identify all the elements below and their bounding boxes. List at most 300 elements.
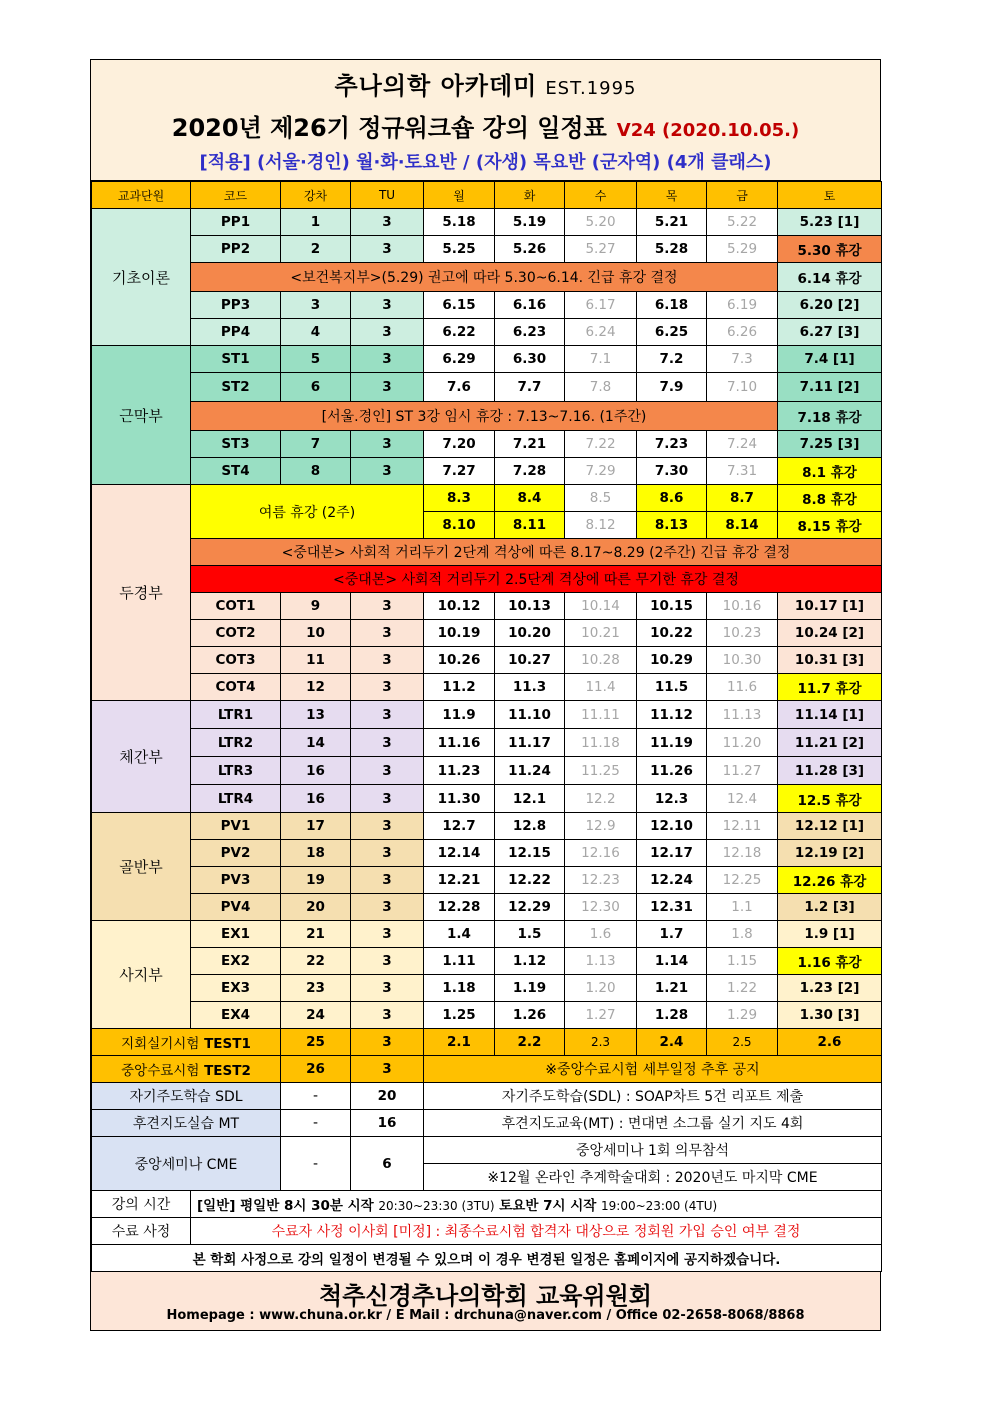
date-cell: 11.17 xyxy=(495,729,565,757)
date-cell: 8.13 xyxy=(637,512,707,539)
mt-desc: 후견지도교육(MT) : 면대면 소그룹 실기 지도 4회 xyxy=(424,1110,882,1137)
date-cell: 1.1 xyxy=(707,894,778,921)
footer xyxy=(91,1272,880,1330)
date-cell: 10.30 xyxy=(707,647,778,674)
date-cell: 6.15 xyxy=(424,292,495,319)
table-row xyxy=(92,1083,882,1110)
lecture-no-cell: 17 xyxy=(281,813,351,840)
table-row xyxy=(92,867,882,894)
table-row xyxy=(92,485,882,512)
date-cell: 5.21 xyxy=(637,209,707,236)
date-cell: 11.20 xyxy=(707,729,778,757)
date-cell: 12.16 xyxy=(565,840,637,867)
date-cell: 6.23 xyxy=(495,319,565,346)
saturday-cell: 2.6 xyxy=(778,1029,882,1056)
lecture-time-value xyxy=(191,1191,882,1218)
schedule-table xyxy=(91,181,882,1272)
date-cell: 12.9 xyxy=(565,813,637,840)
date-cell: 1.25 xyxy=(424,1002,495,1029)
date-cell: 1.4 xyxy=(424,921,495,948)
table-row xyxy=(92,236,882,263)
completion-text: 최종수료시험 합격자 대상으로 정회원 가입 승인 여부 결정 xyxy=(444,1224,801,1240)
lecture-no-cell: - xyxy=(281,1137,351,1191)
saturday-cell: 8.8 휴강 xyxy=(778,485,882,512)
tu-cell: 3 xyxy=(351,975,424,1002)
mt-label: 후견지도실습 MT xyxy=(92,1110,281,1137)
saturday-cell: 7.25 [3] xyxy=(778,431,882,458)
date-cell: 12.1 xyxy=(495,785,565,813)
date-cell: 10.19 xyxy=(424,620,495,647)
saturday-cell: 6.14 휴강 xyxy=(778,263,882,292)
saturday-cell: 11.21 [2] xyxy=(778,729,882,757)
header xyxy=(91,60,880,181)
date-cell: 7.30 xyxy=(637,458,707,485)
tu-cell: 3 xyxy=(351,346,424,373)
date-cell: 1.28 xyxy=(637,1002,707,1029)
lecture-no-cell: 9 xyxy=(281,593,351,620)
date-cell: 7.20 xyxy=(424,431,495,458)
saturday-cell: 10.31 [3] xyxy=(778,647,882,674)
tu-cell: 3 xyxy=(351,1002,424,1029)
tu-cell: 3 xyxy=(351,458,424,485)
date-cell: 6.24 xyxy=(565,319,637,346)
table-row xyxy=(92,263,882,292)
lecture-no-cell: 7 xyxy=(281,431,351,458)
date-cell: 11.3 xyxy=(495,674,565,701)
tu-cell: 3 xyxy=(351,236,424,263)
completion-value xyxy=(191,1218,882,1245)
lecture-no-cell: 25 xyxy=(281,1029,351,1056)
tu-cell: 3 xyxy=(351,620,424,647)
lecture-no-cell: 26 xyxy=(281,1056,351,1083)
date-cell: 12.2 xyxy=(565,785,637,813)
table-row xyxy=(92,458,882,485)
table-row xyxy=(92,620,882,647)
date-cell: 10.29 xyxy=(637,647,707,674)
date-cell: 5.25 xyxy=(424,236,495,263)
tu-cell: 3 xyxy=(351,647,424,674)
date-cell: 7.23 xyxy=(637,431,707,458)
date-cell: 11.12 xyxy=(637,701,707,729)
date-cell: 10.28 xyxy=(565,647,637,674)
saturday-cell: 11.7 휴강 xyxy=(778,674,882,701)
test2-name: 중앙수료시험 xyxy=(121,1063,200,1079)
lecture-no-cell: 4 xyxy=(281,319,351,346)
table-row xyxy=(92,729,882,757)
date-cell: 1.20 xyxy=(565,975,637,1002)
date-cell: 6.25 xyxy=(637,319,707,346)
column-header: TU xyxy=(351,182,424,209)
date-cell: 11.16 xyxy=(424,729,495,757)
saturday-cell: 6.20 [2] xyxy=(778,292,882,319)
column-header: 금 xyxy=(707,182,778,209)
tu-cell: 20 xyxy=(351,1083,424,1110)
date-cell: 5.29 xyxy=(707,236,778,263)
date-cell: 10.23 xyxy=(707,620,778,647)
date-cell: 7.9 xyxy=(637,373,707,402)
table-row xyxy=(92,1110,882,1137)
date-cell: 10.15 xyxy=(637,593,707,620)
date-cell: 6.19 xyxy=(707,292,778,319)
table-row xyxy=(92,701,882,729)
code-cell: ST1 xyxy=(191,346,281,373)
table-row xyxy=(92,674,882,701)
test2-note: ※중앙수료시험 세부일정 추후 공지 xyxy=(424,1056,882,1083)
table-row xyxy=(92,975,882,1002)
date-cell: 8.5 xyxy=(565,485,637,512)
change-notice: 본 학회 사정으로 강의 일정이 변경될 수 있으며 이 경우 변경된 일정은 홈페이지에 공지하겠습니다. xyxy=(92,1245,882,1272)
date-cell: 7.22 xyxy=(565,431,637,458)
apply-classes: [적용] (서울·경인) 월·화·토요반 / (자생) 목요반 (군자역) (4개 클래스) xyxy=(199,152,772,173)
date-cell: 11.9 xyxy=(424,701,495,729)
date-cell: 11.23 xyxy=(424,757,495,785)
date-cell: 7.10 xyxy=(707,373,778,402)
date-cell: 10.12 xyxy=(424,593,495,620)
saturday-cell: 7.11 [2] xyxy=(778,373,882,402)
date-cell: 7.21 xyxy=(495,431,565,458)
table-row xyxy=(92,1137,882,1164)
group-label: 기초이론 xyxy=(92,209,191,346)
code-cell: COT2 xyxy=(191,620,281,647)
table-row xyxy=(92,1191,882,1218)
date-cell: 7.6 xyxy=(424,373,495,402)
footer-contact: Homepage : www.chuna.or.kr / E Mail : drchuna@naver.com / Office 02-2658-8068/8868 xyxy=(166,1308,805,1323)
date-cell: 1.14 xyxy=(637,948,707,975)
date-cell: 12.21 xyxy=(424,867,495,894)
date-cell: 2.2 xyxy=(495,1029,565,1056)
date-cell: 1.29 xyxy=(707,1002,778,1029)
saturday-cell: 8.15 휴강 xyxy=(778,512,882,539)
table-row xyxy=(92,894,882,921)
lecture-time-weekday: [일반] 평일반 8시 30분 시작 xyxy=(197,1198,374,1214)
code-cell: LTR1 xyxy=(191,701,281,729)
date-cell: 11.2 xyxy=(424,674,495,701)
column-header: 월 xyxy=(424,182,495,209)
date-cell: 1.18 xyxy=(424,975,495,1002)
saturday-cell: 1.30 [3] xyxy=(778,1002,882,1029)
table-row xyxy=(92,319,882,346)
date-cell: 7.31 xyxy=(707,458,778,485)
code-cell: ST2 xyxy=(191,373,281,402)
saturday-cell: 10.17 [1] xyxy=(778,593,882,620)
date-cell: 11.10 xyxy=(495,701,565,729)
code-cell: PV3 xyxy=(191,867,281,894)
code-cell: PP1 xyxy=(191,209,281,236)
version-label: V24 (2020.10.05.) xyxy=(616,120,800,141)
date-cell: 6.16 xyxy=(495,292,565,319)
date-cell: 8.6 xyxy=(637,485,707,512)
date-cell: 11.5 xyxy=(637,674,707,701)
date-cell: 1.12 xyxy=(495,948,565,975)
date-cell: 1.19 xyxy=(495,975,565,1002)
tu-cell: 3 xyxy=(351,867,424,894)
tu-cell: 3 xyxy=(351,757,424,785)
table-row xyxy=(92,921,882,948)
lecture-no-cell: 1 xyxy=(281,209,351,236)
date-cell: 10.26 xyxy=(424,647,495,674)
date-cell: 12.3 xyxy=(637,785,707,813)
date-cell: 5.27 xyxy=(565,236,637,263)
completion-label: 수료 사정 xyxy=(92,1218,191,1245)
academy-name: 추나의학 아카데미 xyxy=(334,72,538,100)
table-row xyxy=(92,948,882,975)
column-header: 화 xyxy=(495,182,565,209)
code-cell: EX2 xyxy=(191,948,281,975)
test1-name: 지회실기시험 xyxy=(121,1036,200,1052)
date-cell: 5.18 xyxy=(424,209,495,236)
date-cell: 11.26 xyxy=(637,757,707,785)
academy-title xyxy=(91,66,880,101)
table-row xyxy=(92,1002,882,1029)
code-cell: PV1 xyxy=(191,813,281,840)
date-cell: 6.30 xyxy=(495,346,565,373)
table-row xyxy=(92,346,882,373)
group-label: 골반부 xyxy=(92,813,191,921)
date-cell: 1.5 xyxy=(495,921,565,948)
date-cell: 12.15 xyxy=(495,840,565,867)
table-row xyxy=(92,431,882,458)
lecture-no-cell: 11 xyxy=(281,647,351,674)
code-cell: PV2 xyxy=(191,840,281,867)
table-row xyxy=(92,402,882,431)
lecture-no-cell: 6 xyxy=(281,373,351,402)
tu-cell: 3 xyxy=(351,674,424,701)
date-cell: 8.10 xyxy=(424,512,495,539)
date-cell: 11.24 xyxy=(495,757,565,785)
tu-cell: 3 xyxy=(351,813,424,840)
lecture-no-cell: 19 xyxy=(281,867,351,894)
tu-cell: 3 xyxy=(351,1056,424,1083)
tu-cell: 3 xyxy=(351,1029,424,1056)
date-cell: 1.27 xyxy=(565,1002,637,1029)
tu-cell: 3 xyxy=(351,319,424,346)
date-cell: 5.20 xyxy=(565,209,637,236)
date-cell: 5.19 xyxy=(495,209,565,236)
date-cell: 7.29 xyxy=(565,458,637,485)
saturday-cell: 12.12 [1] xyxy=(778,813,882,840)
date-cell: 12.30 xyxy=(565,894,637,921)
saturday-cell: 11.14 [1] xyxy=(778,701,882,729)
sdl-label: 자기주도학습 SDL xyxy=(92,1083,281,1110)
code-cell: ST3 xyxy=(191,431,281,458)
date-cell: 6.29 xyxy=(424,346,495,373)
code-cell: PP2 xyxy=(191,236,281,263)
lecture-no-cell: - xyxy=(281,1083,351,1110)
date-cell: 1.22 xyxy=(707,975,778,1002)
table-row xyxy=(92,292,882,319)
table-row xyxy=(92,566,882,593)
schedule-title xyxy=(91,108,880,143)
tu-cell: 3 xyxy=(351,593,424,620)
lecture-no-cell: 20 xyxy=(281,894,351,921)
date-cell: 1.8 xyxy=(707,921,778,948)
date-cell: 12.10 xyxy=(637,813,707,840)
date-cell: 12.23 xyxy=(565,867,637,894)
date-cell: 10.21 xyxy=(565,620,637,647)
date-cell: 7.28 xyxy=(495,458,565,485)
date-cell: 6.17 xyxy=(565,292,637,319)
lecture-no-cell: 16 xyxy=(281,785,351,813)
group-label: 체간부 xyxy=(92,701,191,813)
lecture-no-cell: 12 xyxy=(281,674,351,701)
table-row xyxy=(92,209,882,236)
column-header: 수 xyxy=(565,182,637,209)
group-label: 근막부 xyxy=(92,346,191,485)
code-cell: PP3 xyxy=(191,292,281,319)
saturday-cell: 1.23 [2] xyxy=(778,975,882,1002)
closure-notice: <보건복지부>(5.29) 권고에 따라 5.30~6.14. 긴급 휴강 결정 xyxy=(191,263,778,292)
tu-cell: 3 xyxy=(351,373,424,402)
date-cell: 2.5 xyxy=(707,1029,778,1056)
saturday-cell: 10.24 [2] xyxy=(778,620,882,647)
date-cell: 11.4 xyxy=(565,674,637,701)
lecture-no-cell: 8 xyxy=(281,458,351,485)
date-cell: 6.26 xyxy=(707,319,778,346)
saturday-cell: 7.4 [1] xyxy=(778,346,882,373)
table-row xyxy=(92,785,882,813)
date-cell: 6.22 xyxy=(424,319,495,346)
date-cell: 11.19 xyxy=(637,729,707,757)
date-cell: 1.21 xyxy=(637,975,707,1002)
lecture-no-cell: 24 xyxy=(281,1002,351,1029)
table-row xyxy=(92,539,882,566)
saturday-cell: 5.30 휴강 xyxy=(778,236,882,263)
code-cell: COT4 xyxy=(191,674,281,701)
group-label: 사지부 xyxy=(92,921,191,1029)
date-cell: 12.25 xyxy=(707,867,778,894)
tu-cell: 16 xyxy=(351,1110,424,1137)
group-label: 두경부 xyxy=(92,485,191,701)
saturday-cell: 1.16 휴강 xyxy=(778,948,882,975)
closure-notice: <중대본> 사회적 거리두기 2단계 격상에 따른 8.17~8.29 (2주간) 긴급 휴강 결정 xyxy=(191,539,882,566)
lecture-no-cell: 3 xyxy=(281,292,351,319)
lecture-no-cell: 21 xyxy=(281,921,351,948)
tu-cell: 3 xyxy=(351,729,424,757)
column-header-row xyxy=(92,182,882,209)
code-cell: EX4 xyxy=(191,1002,281,1029)
date-cell: 8.11 xyxy=(495,512,565,539)
cme-desc: 중앙세미나 1회 의무참석 xyxy=(424,1137,882,1164)
code-cell: PV4 xyxy=(191,894,281,921)
closure-notice: <중대본> 사회적 거리두기 2.5단계 격상에 따른 무기한 휴강 결정 xyxy=(191,566,882,593)
lecture-no-cell: 10 xyxy=(281,620,351,647)
date-cell: 1.6 xyxy=(565,921,637,948)
tu-cell: 3 xyxy=(351,785,424,813)
date-cell: 12.11 xyxy=(707,813,778,840)
date-cell: 10.22 xyxy=(637,620,707,647)
closure-notice: [서울.경인] ST 3강 임시 휴강 : 7.13~7.16. (1주간) xyxy=(191,402,778,431)
date-cell: 7.3 xyxy=(707,346,778,373)
cme-label: 중앙세미나 CME xyxy=(92,1137,281,1191)
lecture-time-saturday-hours: 19:00~23:00 (4TU) xyxy=(601,1199,718,1213)
date-cell: 11.27 xyxy=(707,757,778,785)
code-cell: LTR2 xyxy=(191,729,281,757)
code-cell: ST4 xyxy=(191,458,281,485)
date-cell: 12.14 xyxy=(424,840,495,867)
saturday-cell: 5.23 [1] xyxy=(778,209,882,236)
date-cell: 12.31 xyxy=(637,894,707,921)
date-cell: 1.26 xyxy=(495,1002,565,1029)
test1-code: TEST1 xyxy=(204,1036,251,1052)
table-row xyxy=(92,593,882,620)
table-row xyxy=(92,1218,882,1245)
date-cell: 12.4 xyxy=(707,785,778,813)
code-cell: COT1 xyxy=(191,593,281,620)
tu-cell: 3 xyxy=(351,894,424,921)
date-cell: 11.13 xyxy=(707,701,778,729)
table-row xyxy=(92,813,882,840)
date-cell: 8.14 xyxy=(707,512,778,539)
lecture-no-cell: 13 xyxy=(281,701,351,729)
date-cell: 5.26 xyxy=(495,236,565,263)
date-cell: 12.7 xyxy=(424,813,495,840)
column-header: 토 xyxy=(778,182,882,209)
lecture-no-cell: 22 xyxy=(281,948,351,975)
lecture-time-weekday-hours: 20:30~23:30 (3TU) xyxy=(378,1199,495,1213)
code-cell: LTR3 xyxy=(191,757,281,785)
date-cell: 7.8 xyxy=(565,373,637,402)
date-cell: 8.7 xyxy=(707,485,778,512)
saturday-cell: 1.2 [3] xyxy=(778,894,882,921)
sdl-desc: 자기주도학습(SDL) : SOAP차트 5건 리포트 제출 xyxy=(424,1083,882,1110)
code-cell: COT3 xyxy=(191,647,281,674)
date-cell: 1.15 xyxy=(707,948,778,975)
est-label: EST.1995 xyxy=(545,78,637,99)
column-header: 코드 xyxy=(191,182,281,209)
date-cell: 12.28 xyxy=(424,894,495,921)
lecture-no-cell: 23 xyxy=(281,975,351,1002)
code-cell: PP4 xyxy=(191,319,281,346)
date-cell: 8.3 xyxy=(424,485,495,512)
tu-cell: 3 xyxy=(351,701,424,729)
date-cell: 11.30 xyxy=(424,785,495,813)
lecture-time-label: 강의 시간 xyxy=(92,1191,191,1218)
lecture-no-cell: 14 xyxy=(281,729,351,757)
tu-cell: 3 xyxy=(351,431,424,458)
date-cell: 12.22 xyxy=(495,867,565,894)
lecture-no-cell: 16 xyxy=(281,757,351,785)
cme-desc: ※12월 온라인 추계학술대회 : 2020년도 마지막 CME xyxy=(424,1164,882,1191)
table-row xyxy=(92,1245,882,1272)
date-cell: 8.12 xyxy=(565,512,637,539)
date-cell: 10.13 xyxy=(495,593,565,620)
date-cell: 7.27 xyxy=(424,458,495,485)
date-cell: 5.22 xyxy=(707,209,778,236)
lecture-no-cell: 5 xyxy=(281,346,351,373)
completion-prefix: 수료자 사정 이사회 [미정] : xyxy=(271,1224,445,1240)
date-cell: 7.2 xyxy=(637,346,707,373)
table-row xyxy=(92,1029,882,1056)
tu-cell: 3 xyxy=(351,840,424,867)
date-cell: 11.11 xyxy=(565,701,637,729)
lecture-no-cell: 18 xyxy=(281,840,351,867)
date-cell: 2.4 xyxy=(637,1029,707,1056)
date-cell: 12.8 xyxy=(495,813,565,840)
date-cell: 12.24 xyxy=(637,867,707,894)
tu-cell: 6 xyxy=(351,1137,424,1191)
saturday-cell: 1.9 [1] xyxy=(778,921,882,948)
date-cell: 6.18 xyxy=(637,292,707,319)
tu-cell: 3 xyxy=(351,292,424,319)
date-cell: 12.29 xyxy=(495,894,565,921)
column-header: 목 xyxy=(637,182,707,209)
date-cell: 10.20 xyxy=(495,620,565,647)
test2-code: TEST2 xyxy=(204,1063,251,1079)
lecture-no-cell: - xyxy=(281,1110,351,1137)
date-cell: 2.3 xyxy=(565,1029,637,1056)
date-cell: 11.25 xyxy=(565,757,637,785)
lecture-time-saturday: 토요반 7시 시작 xyxy=(499,1198,597,1214)
